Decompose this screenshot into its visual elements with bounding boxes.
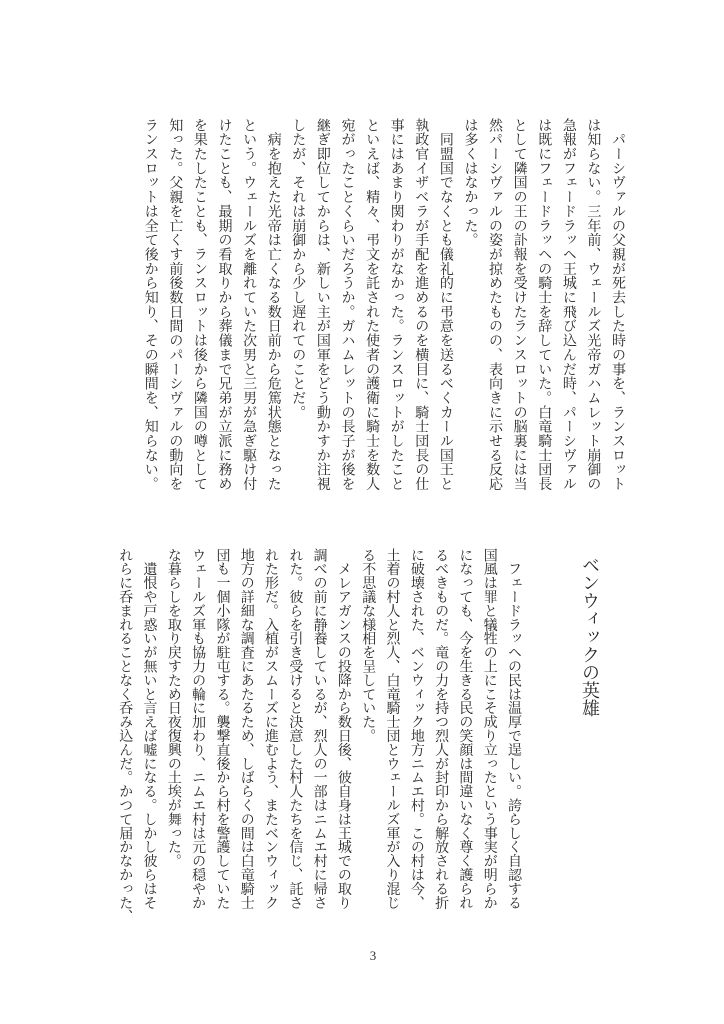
page-number: 3 — [369, 948, 377, 963]
text-column: 団も一個小隊が駐屯する。襲撃直後から村を警護していた — [214, 548, 230, 910]
text-column: 病を抱えた光帝は亡くなる数日前から危篤状態となった — [265, 118, 281, 492]
text-column: は知らない。三年前、ウェールズ光帝ガハムレット崩御の — [585, 118, 601, 492]
text-column: 執政官イザベラが手配を進めるのを横目に、騎士団長の仕 — [413, 118, 429, 492]
chapter-title: ベンウィックの英雄 — [580, 556, 600, 718]
text-column: 然パーシヴァルの姿が掠めたものの、表向きに示せる反応 — [487, 118, 503, 492]
text-column: を果たしたことも、ランスロットは後から隣国の噂として — [191, 118, 207, 492]
text-column: ウェールズ軍も協力の輪に加わり、ニムエ村は元の穏やか — [190, 548, 206, 910]
text-column: したが、それは崩御から少し遅れてのことだ。 — [290, 118, 306, 420]
text-column: メレアガンスの投降から数日後、彼自身は王城での取り — [335, 548, 351, 910]
text-column: フェードラッヘの民は温厚で逞しい。誇らしく自認する — [506, 548, 521, 910]
text-column: といえば、精々、弔文を託された使者の護衛に騎士を数人 — [364, 118, 380, 492]
text-column: な暮らしを取り戻すため日夜復興の土埃が舞った。 — [165, 548, 181, 868]
text-column: ランスロットは全て後から知り、その瞬間を、知らない。 — [142, 118, 158, 492]
text-column: は既にフェードラッヘの騎士を辞していた。白竜騎士団長 — [536, 118, 552, 492]
text-column: になっても、今を生きる民の笑顔は間違いなく尊く護られ — [457, 548, 473, 910]
text-column: に破壊された、ベンウィック地方ニムエ村。この村は今、 — [408, 548, 424, 910]
text-column: 急報がフェードラッヘ王城に飛び込んだ時、パーシヴァル — [560, 118, 576, 492]
text-column: るべきものだ。竜の力を持つ烈人が封印から解放される折 — [433, 548, 449, 910]
text-column: 遺恨や戸惑いが無いと言えば嘘になる。しかし彼らはそ — [141, 548, 157, 910]
text-column: れた。彼らを引き受けると決意した村人たちを信じ、託さ — [287, 548, 303, 910]
text-column: れた形だ。入植がスムーズに進むよう、またベンウィック — [263, 548, 279, 910]
bottom-text-block — [112, 548, 525, 923]
text-column: は多くはなかった。 — [462, 118, 478, 248]
text-column: パーシヴァルの父親が死去した時の事を、ランスロット — [610, 118, 625, 492]
text-column: 継ぎ即位してからは、新しい主が国軍をどう動かすか注視 — [314, 118, 330, 492]
text-column: 国風は罪と犠牲の上にこそ成り立ったという事実が明らか — [481, 548, 497, 910]
text-column: として隣国の王の訃報を受けたランスロットの脳裏には当 — [511, 118, 527, 492]
text-column: という。ウェールズを離れていた次男と三男が急ぎ駆け付 — [241, 118, 257, 492]
text-column: 調べの前に静養しているが、烈人の一部はニムエ村に帰さ — [311, 548, 327, 910]
text-column: れらに呑まれることなく呑み込んだ。かつて届かなかった、 — [117, 548, 133, 924]
text-column: けたことも、最期の看取りから葬儀まで兄弟が立派に務め — [216, 118, 232, 492]
text-column: る不思議な様相を呈していた。 — [360, 548, 376, 743]
text-column: 知った。父親を亡くす前後数日間のパーシヴァルの動向を — [167, 118, 183, 492]
text-column: 土着の村人と烈人、白竜騎士団とウェールズ軍が入り混じ — [384, 548, 400, 910]
text-column: 地方の詳細な調査にあたるため、しばらくの間は白竜騎士 — [238, 548, 254, 910]
top-text-block — [137, 118, 629, 491]
text-column: 宛がったことくらいだろうか。ガハムレットの長子が後を — [339, 118, 355, 492]
text-column: 同盟国でなくとも儀礼的に弔意を送るべくカール国王と — [437, 118, 453, 492]
text-column: 事にはあまり関わりがなかった。ランスロットがしたこと — [388, 118, 404, 492]
